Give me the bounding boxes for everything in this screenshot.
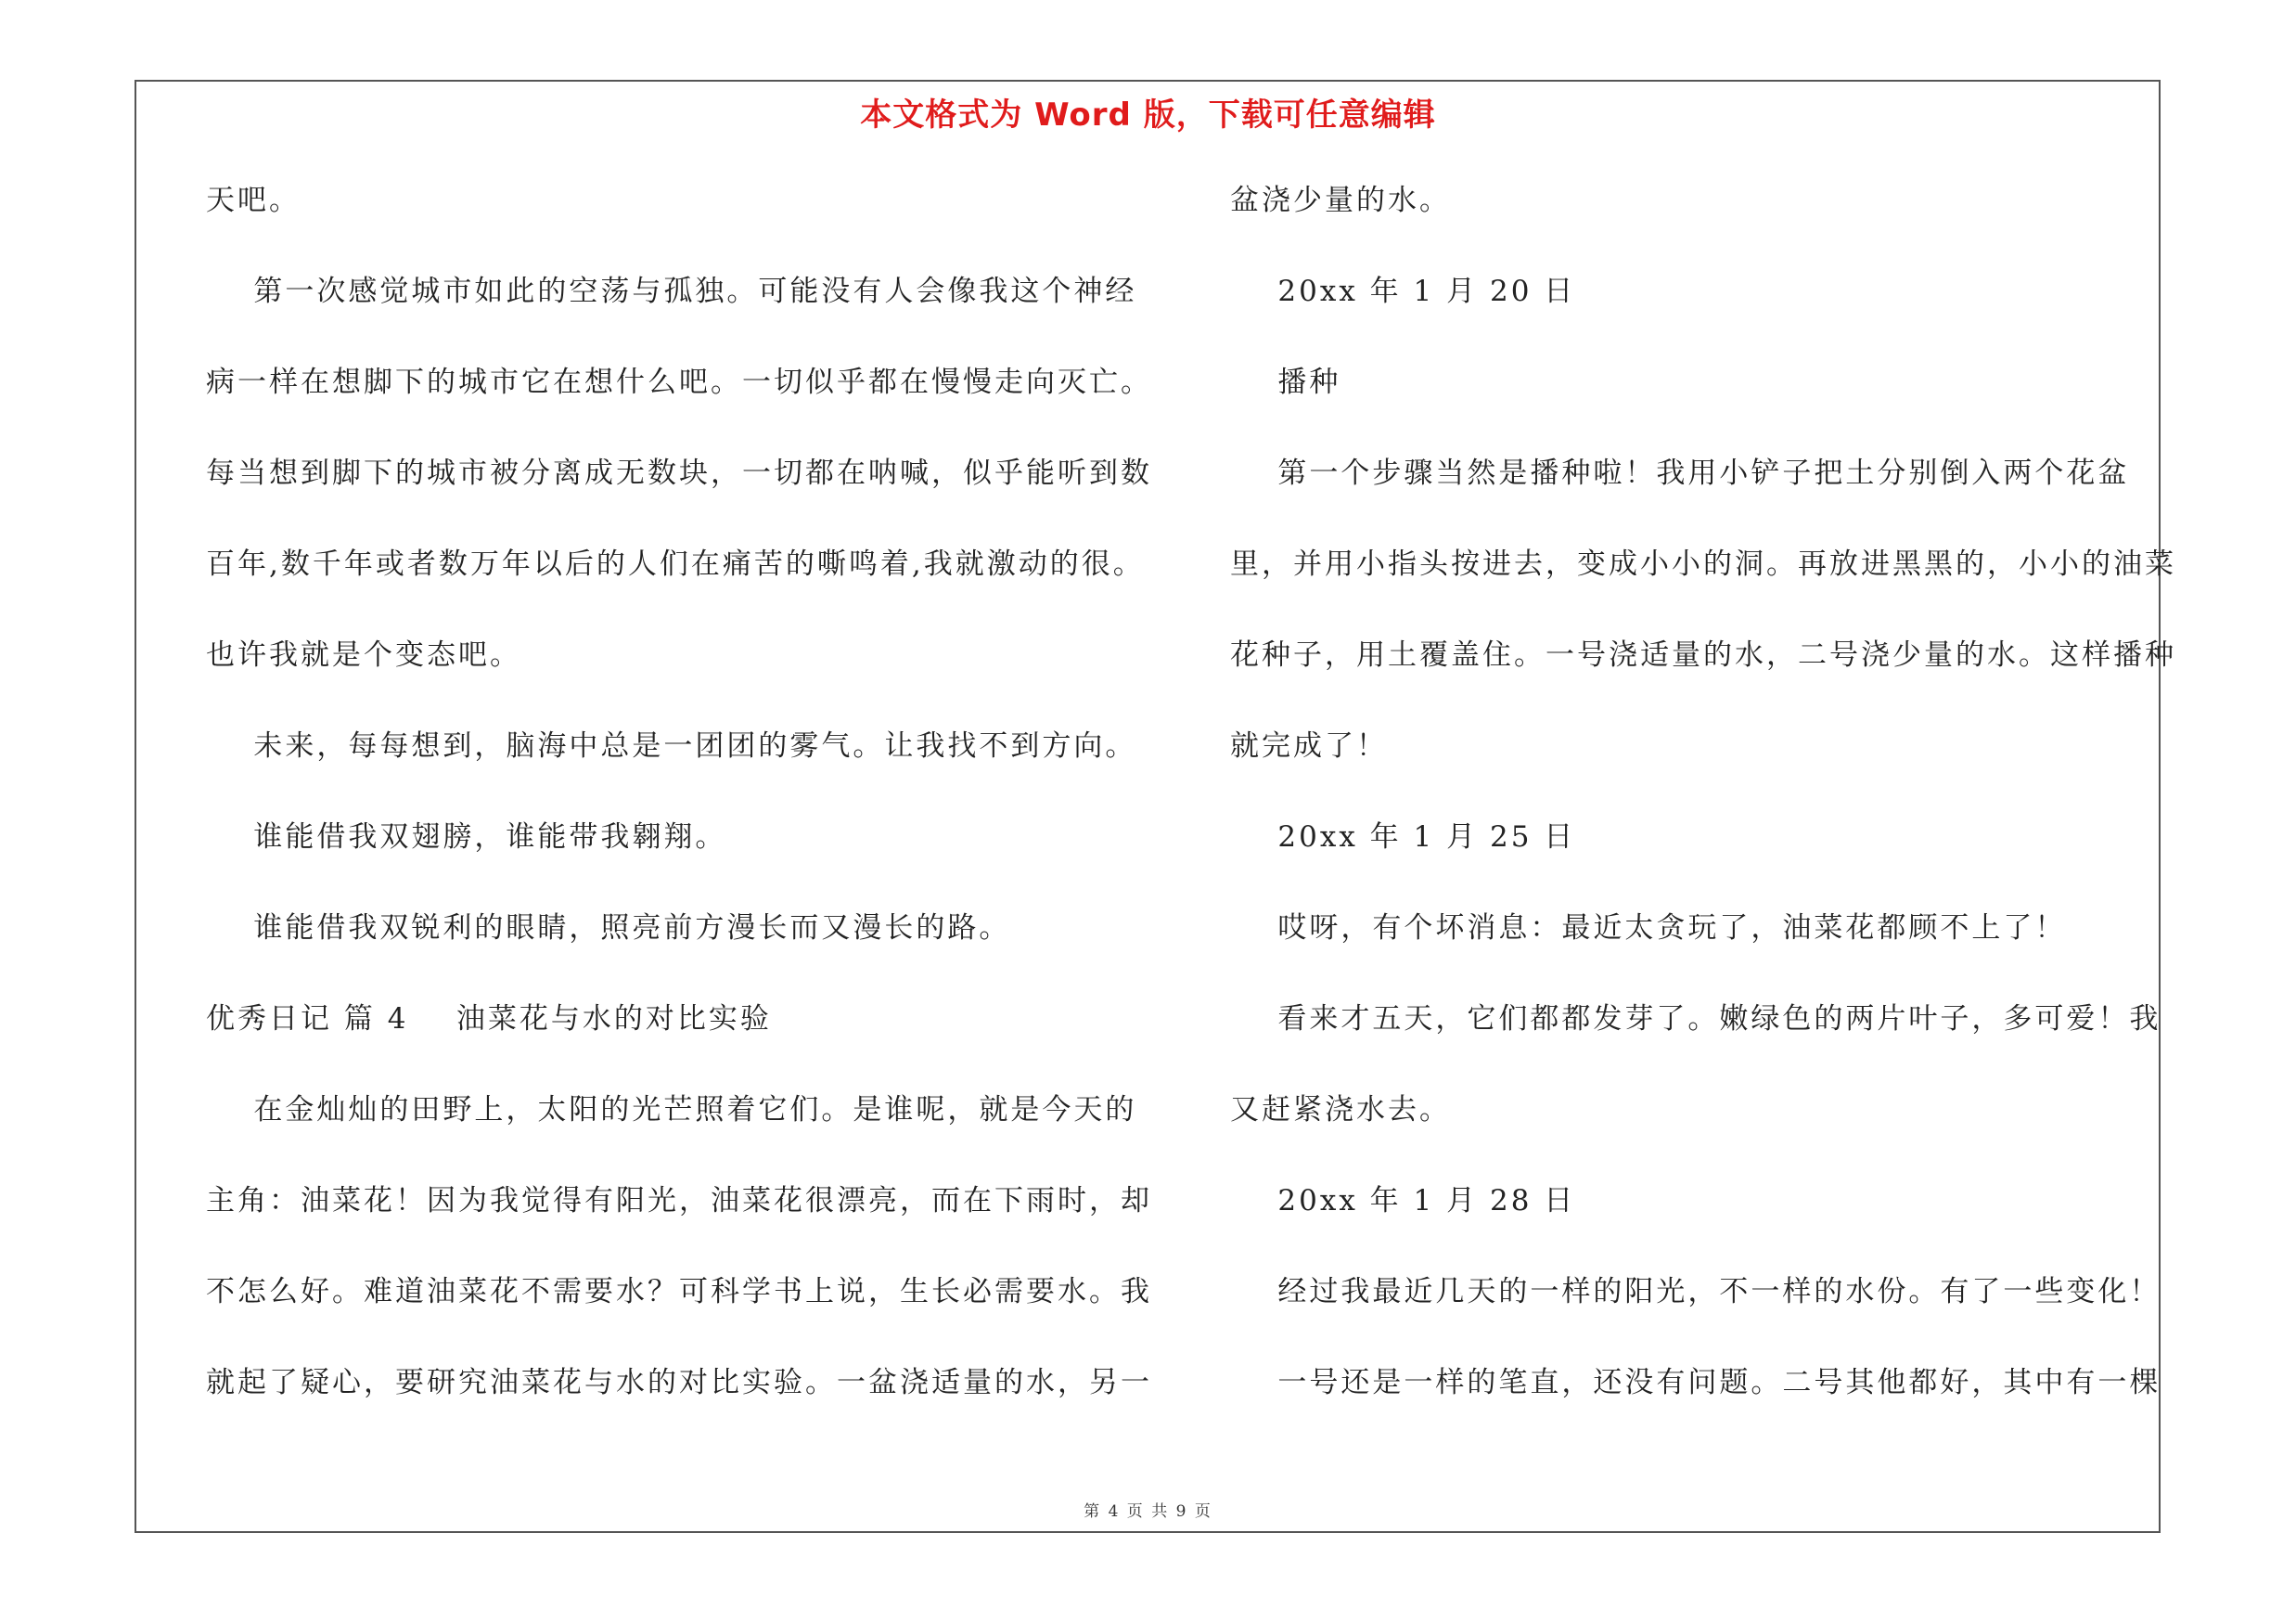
text-line: 第一个步骤当然是播种啦！我用小铲子把土分别倒入两个花盆	[1230, 457, 2130, 490]
text-line: 也许我就是个变态吧。	[206, 638, 521, 672]
text-line: 在金灿灿的田野上，太阳的光芒照着它们。是谁呢，就是今天的	[206, 1093, 1137, 1127]
text-line: 花种子，用土覆盖住。一号浇适量的水，二号浇少量的水。这样播种	[1230, 638, 2176, 672]
text-line: 就完成了！	[1230, 729, 1388, 763]
text-line: 主角：油菜花！因为我觉得有阳光，油菜花很漂亮，而在下雨时，却	[206, 1184, 1152, 1217]
text-line: 未来，每每想到，脑海中总是一团团的雾气。让我找不到方向。	[206, 729, 1137, 763]
text-line: 哎呀，有个坏消息：最近太贪玩了，油菜花都顾不上了！	[1230, 911, 2067, 945]
text-line: 又赶紧浇水去。	[1230, 1093, 1451, 1127]
diary-date: 20xx 年 1 月 28 日	[1230, 1184, 1576, 1217]
text-line: 里，并用小指头按进去，变成小小的洞。再放进黑黑的，小小的油菜	[1230, 547, 2176, 581]
text-line: 一号还是一样的笔直，还没有问题。二号其他都好，其中有一棵	[1230, 1366, 2161, 1399]
word-format-banner: 本文格式为 Word 版，下载可任意编辑	[860, 97, 1436, 134]
diary-date: 20xx 年 1 月 25 日	[1230, 820, 1576, 854]
text-line: 不怎么好。难道油菜花不需要水？可科学书上说，生长必需要水。我	[206, 1275, 1152, 1308]
text-line: 谁能借我双锐利的眼睛，照亮前方漫长而又漫长的路。	[206, 911, 1011, 945]
text-line: 看来才五天，它们都都发芽了。嫩绿色的两片叶子，多可爱！我	[1230, 1002, 2161, 1036]
text-line: 百年,数千年或者数万年以后的人们在痛苦的嘶鸣着,我就激动的很。	[206, 547, 1145, 581]
text-line: 就起了疑心，要研究油菜花与水的对比实验。一盆浇适量的水，另一	[206, 1366, 1152, 1399]
section-heading: 优秀日记 篇 4 油菜花与水的对比实验	[206, 1002, 772, 1036]
text-line: 经过我最近几天的一样的阳光，不一样的水份。有了一些变化！	[1230, 1275, 2161, 1308]
page-number: 第 4 页 共 9 页	[1084, 1502, 1212, 1521]
text-line: 谁能借我双翅膀，谁能带我翱翔。	[206, 820, 727, 854]
diary-date: 20xx 年 1 月 20 日	[1230, 275, 1576, 308]
text-line: 天吧。	[206, 184, 301, 217]
step-title: 播种	[1230, 366, 1341, 399]
text-line: 每当想到脚下的城市被分离成无数块，一切都在呐喊，似乎能听到数	[206, 457, 1152, 490]
text-line: 病一样在想脚下的城市它在想什么吧。一切似乎都在慢慢走向灭亡。	[206, 366, 1152, 399]
text-line: 盆浇少量的水。	[1230, 184, 1451, 217]
text-line: 第一次感觉城市如此的空荡与孤独。可能没有人会像我这个神经	[206, 275, 1137, 308]
